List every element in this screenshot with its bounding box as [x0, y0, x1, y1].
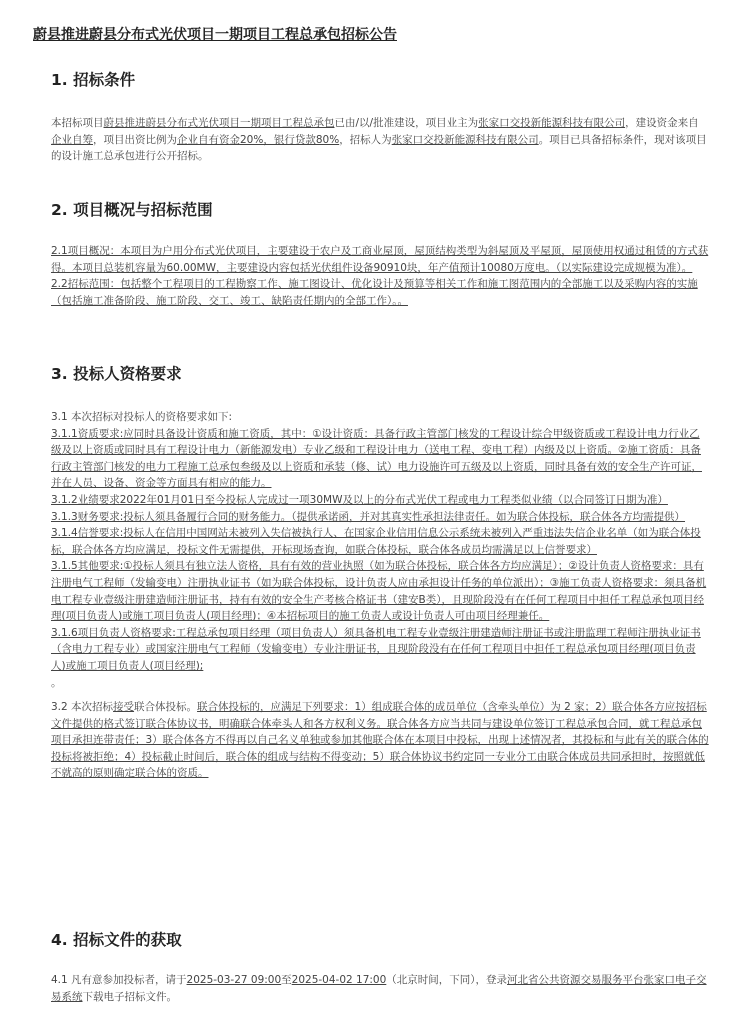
consortium-requirements: 联合体投标的，应满足下列要求：1）组成联合体的成员单位（含牵头单位）为 2 家；2）联合体各方应按招标文件提供的格式签订联合体协议书，明确联合体牵头人和各方权利义务。联合体各方应当共同与建设单位签订工程总承包合同，就工程总承包项目承担连带责任；3）联合体各方不得再以自己名义单独或参加其他联合体在本项目中投标，出现上述情况者，其投标和与此有关的联合体的投标将被拒绝；4）投标截止时间后，联合体的组成与结构不得变动；5）联合体协议书约定同一专业分工由联合体成员共同承担时，按照就低不就高的原则确定联合体的资质。 [51, 701, 709, 780]
page-title: 蔚县推进蔚县分布式光伏项目一期项目工程总承包招标公告 [33, 27, 397, 43]
project-overview-paragraph: 2.1项目概况：本项目为户用分布式光伏项目，主要建设于农户及工商业屋顶，屋顶结构类型为斜屋顶及平屋顶，屋顶使用权通过租赁的方式获得。本项目总装机容量为60.00MW，主要建设内容包括光伏组件设备90910块，年产值预计10080万度电。（以实际建设完成规模为准）。 [51, 245, 709, 274]
qualification-3-1-3: 3.1.3财务要求:投标人须具备履行合同的财务能力。（提供承诺函，并对其真实性承担法律责任。如为联合体投标，联合体各方均需提供） [51, 510, 686, 523]
text-span: （北京时间，下同），登录 [386, 974, 508, 986]
trailing-period: 。 [51, 676, 62, 689]
section-3-body [51, 409, 709, 782]
qualification-3-1-5: 3.1.5其他要求:①投标人须具有独立法人资格，具有有效的营业执照（如为联合体投标，联合体各方均应满足）；②设计负责人资格要求：具有注册电气工程师（发输变电）注册执业证书（如为联合体投标，设计负责人应由承担设计任务的单位派出）；③施工负责人资格要求：须具备机电工程专业壹级注册建造师注册证书，持有有效的安全生产考核合格证书（建安B类），且现阶段没有在任何工程项目中担任工程总承包项目经理(项目负责人)或施工项目负责人(项目经理)；④本招标项目的施工负责人或设计负责人可由项目经理兼任。 [51, 560, 707, 623]
end-time: 2025-04-02 17:00 [291, 974, 387, 986]
section-heading-3: 3. 投标人资格要求 [51, 365, 182, 383]
text-span: 下载电子招标文件。 [82, 990, 177, 1003]
text-span: ，招标人为 [339, 133, 392, 146]
qualification-3-1-2: 3.1.2业绩要求2022年01月01日至今投标人完成过一项30MW及以上的分布式光伏工程或电力工程类似业绩（以合同签订日期为准） [51, 493, 668, 506]
project-owner: 张家口交投新能源科技有限公司 [478, 117, 626, 129]
text-span: 联合体投标。 [134, 701, 198, 714]
section-heading-4: 4. 招标文件的获取 [51, 931, 182, 949]
bidding-scope-paragraph: 2.2招标范围：包括整个工程项目的工程勘察工作、施工图设计、优化设计及预算等相关工作和施工图范围内的全部施工以及采购内容的实施（包括施工准备阶段、施工阶段、交工、竣工、缺陷责任期内的全部工作）。。 [51, 278, 698, 307]
qualification-intro: 3.1 本次招标对投标人的资格要求如下: [51, 411, 233, 423]
trading-platform-link[interactable]: 河北省公共资源交易服务平台张家口电子交易系统 [51, 974, 707, 1003]
bidding-conditions-paragraph [51, 115, 709, 165]
text-span: 。项目已具备招标条件，现对该项目的设计施工总承包进行公开招标。 [51, 133, 707, 163]
section-2-body [51, 243, 709, 309]
section-heading-1: 1. 招标条件 [51, 71, 136, 89]
text-span: 本招标项目 [51, 117, 104, 129]
funding-ratio: 企业自有资金20%，银行贷款80% [177, 133, 340, 146]
qualification-3-1-4: 3.1.4信誉要求:投标人在信用中国网站未被列入失信被执行人、在国家企业信用信息公示系统未被列入严重违法失信企业名单（如为联合体投标，联合体各方均应满足，投标文件无需提供，开标现场查询，如联合体投标，联合体各成员均需满足以上信誉要求） [51, 527, 701, 556]
qualification-3-1-1: 3.1.1资质要求:应同时具备设计资质和施工资质，其中：①设计资质：具备行政主管部门核发的工程设计综合甲级资质或工程设计电力行业乙级及以上资质或同时具有工程设计电力（新能源发电）专业乙级和工程设计电力（送电工程、变电工程）内级及以上资质。②施工资质：具备行政主管部门核发的电力工程施工总承包叁级及以上资质和承装（修、试）电力设施许可五级及以上资质，同时具备有效的安全生产许可证，并在人员、设备、资金等方面具有相应的能力。 [51, 427, 702, 490]
section-heading-2: 2. 项目概况与招标范围 [51, 201, 213, 219]
consortium-accept: 接受 [113, 701, 135, 714]
consortium-paragraph [51, 699, 709, 782]
start-time: 2025-03-27 09:00 [186, 974, 282, 986]
text-span: 已由/以/批准建设，项目业主为 [334, 117, 479, 129]
text-span: 4.1 凡有意参加投标者，请于 [51, 974, 187, 986]
section-1-body [51, 115, 709, 165]
funding-source: 企业自筹 [51, 133, 93, 146]
text-span: 3.2 本次招标 [51, 701, 114, 714]
document-acquisition-paragraph [51, 972, 709, 1005]
project-name: 蔚县推进蔚县分布式光伏项目一期项目工程总承包 [103, 117, 335, 129]
text-span: 至 [281, 974, 292, 986]
qualification-3-1-6: 3.1.6项目负责人资格要求:工程总承包项目经理（项目负责人）须具备机电工程专业壹级注册建造师注册证书或注册监理工程师注册执业证书（含电力工程专业）或国家注册电气工程师（发输变电）专业注册证书，且现阶段没有在任何工程项目中担任工程总承包项目经理(项目负责人)或施工项目负责人(项目经理); [51, 626, 701, 672]
tenderer-name: 张家口交投新能源科技有限公司 [391, 133, 539, 146]
text-span: ，建设资金来自 [625, 117, 699, 129]
section-4-body [51, 972, 709, 1005]
text-span: ，项目出资比例为 [93, 133, 177, 146]
